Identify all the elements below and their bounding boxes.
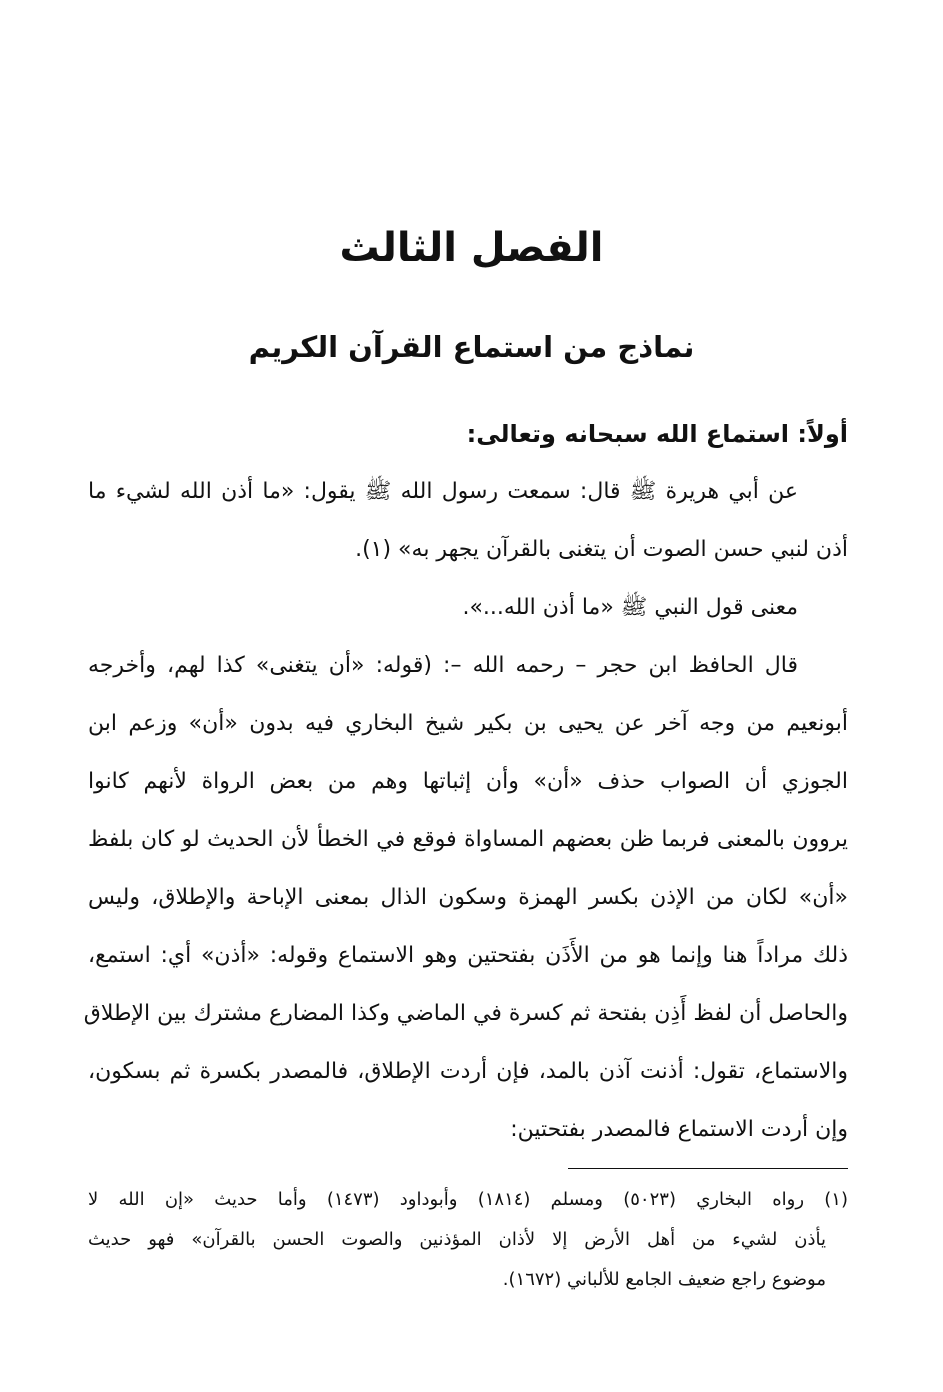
body-line: وإن أردت الاستماع فالمصدر بفتحتين: [510, 1117, 848, 1142]
body-line: والاستماع، تقول: أذنت آذن بالمد، فإن أردت الإطلاق، فالمصدر بكسرة ثم بسكون، [88, 1059, 848, 1084]
body-line: والحاصل أن لفظ أَذِن بفتحة ثم كسرة في الماضي وكذا المضارع مشترك بين الإطلاق [83, 1001, 848, 1026]
subheading: أولاً: استماع الله سبحانه وتعالى: [466, 420, 848, 448]
footnote-line: (١) رواه البخاري (٥٠٢٣) ومسلم (١٨١٤) وأبوداود (١٤٧٣) وأما حديث «إن الله لا [88, 1189, 848, 1210]
body-line: أبونعيم من وجه آخر عن يحيى بن بكير شيخ البخاري فيه بدون «أن» وزعم ابن [88, 711, 848, 736]
footnote-line: يأذن لشيء من أهل الأرض إلا لأذان المؤذنين والصوت الحسن بالقرآن» فهو حديث [88, 1229, 826, 1250]
body-line: الجوزي أن الصواب حذف «أن» وأن إثباتها وهم من بعض الرواة لأنهم كانوا [88, 769, 848, 794]
body-line: يروون بالمعنى فربما ظن بعضهم المساواة فوقع في الخطأ لأن الحديث لو كان بلفظ [88, 827, 848, 852]
footnote-line: موضوع راجع ضعيف الجامع للألباني (١٦٧٢). [502, 1269, 826, 1290]
body-line: أذن لنبي حسن الصوت أن يتغنى بالقرآن يجهر به» (١). [355, 537, 848, 562]
body-text [83, 405, 848, 1159]
footnotes [88, 1180, 848, 1300]
body-line: معنى قول النبي ﷺ «ما أذن الله...». [462, 595, 798, 620]
body-line: «أن» لكان من الإذن بكسر الهمزة وسكون الذال بمعنى الإباحة والإطلاق، وليس [88, 885, 848, 910]
body-line: قال الحافظ ابن حجر – رحمه الله –: (قوله: «أن يتغنى» كذا لهم، وأخرجه [88, 653, 798, 678]
body-line: عن أبي هريرة ﷺ قال: سمعت رسول الله ﷺ يقول: «ما أذن الله لشيء ما [88, 479, 798, 504]
chapter-title: الفصل الثالث [339, 225, 604, 271]
body-line: ذلك مراداً هنا وإنما هو من الأَذَن بفتحتين وهو الاستماع وقوله: «أذن» أي: استمع، [88, 943, 848, 968]
section-title: نماذج من استماع القرآن الكريم [248, 330, 695, 364]
footnote-separator [568, 1168, 848, 1169]
